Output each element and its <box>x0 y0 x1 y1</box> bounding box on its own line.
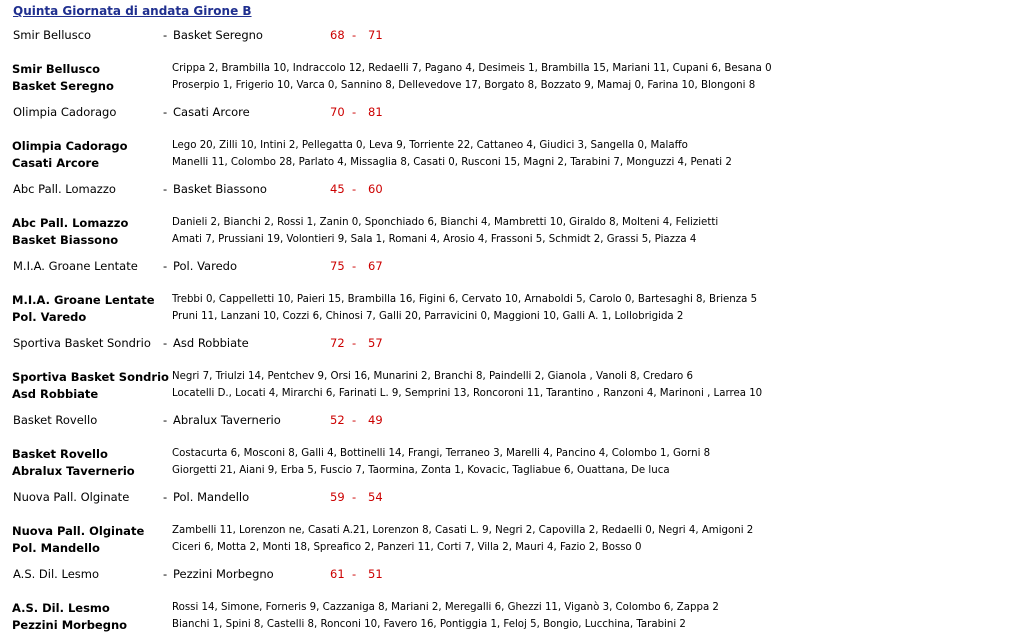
home-team-name: A.S. Dil. Lesmo <box>12 601 110 615</box>
home-team: Sportiva Basket Sondrio <box>13 336 151 350</box>
match-row <box>0 336 1014 352</box>
vs-separator: - <box>163 490 168 504</box>
home-scorers-row <box>0 293 1014 309</box>
score-separator: - <box>352 259 357 273</box>
home-team: Nuova Pall. Olginate <box>13 490 130 504</box>
away-team: Pol. Mandello <box>173 490 250 504</box>
home-score: 59 <box>330 490 345 504</box>
match-row <box>0 567 1014 583</box>
vs-separator: - <box>163 105 168 119</box>
home-scorers: Negri 7, Triulzi 14, Pentchev 9, Orsi 16, Munarini 2, Branchi 8, Paindelli 2, Gianola , Vanoli 8, Credaro 6 <box>172 371 693 382</box>
away-team: Pezzini Morbegno <box>173 567 274 581</box>
match-row <box>0 413 1014 429</box>
away-team-name: Basket Biassono <box>12 233 119 247</box>
score-separator: - <box>352 105 357 119</box>
home-scorers-row <box>0 62 1014 78</box>
home-team: A.S. Dil. Lesmo <box>13 567 99 581</box>
score-separator: - <box>352 336 357 350</box>
away-scorers: Giorgetti 21, Aiani 9, Erba 5, Fuscio 7, Taormina, Zonta 1, Kovacic, Tagliabue 6, Ouattana, De luca <box>172 465 670 476</box>
vs-separator: - <box>163 259 168 273</box>
home-scorers: Rossi 14, Simone, Forneris 9, Cazzaniga 8, Mariani 2, Meregalli 6, Ghezzi 11, Viganò 3, Colombo 6, Zappa 2 <box>172 602 719 613</box>
away-team: Basket Biassono <box>173 182 267 196</box>
away-team: Casati Arcore <box>173 105 250 119</box>
home-score: 75 <box>330 259 345 273</box>
home-team-name: Nuova Pall. Olginate <box>12 524 145 538</box>
home-team-name: Olimpia Cadorago <box>12 139 128 153</box>
away-score: 60 <box>368 182 383 196</box>
away-scorers-row <box>0 387 1014 403</box>
away-team-name: Casati Arcore <box>12 156 100 170</box>
match-row <box>0 182 1014 198</box>
home-score: 72 <box>330 336 345 350</box>
away-score: 49 <box>368 413 383 427</box>
home-team: Smir Bellusco <box>13 28 92 42</box>
home-team-name: Abc Pall. Lomazzo <box>12 216 129 230</box>
home-team-name: Basket Rovello <box>12 447 108 461</box>
away-score: 54 <box>368 490 383 504</box>
home-scorers-row <box>0 216 1014 232</box>
home-scorers-row <box>0 524 1014 540</box>
away-score: 57 <box>368 336 383 350</box>
home-team: Abc Pall. Lomazzo <box>13 182 116 196</box>
vs-separator: - <box>163 182 168 196</box>
away-scorers-row <box>0 541 1014 557</box>
score-separator: - <box>352 567 357 581</box>
home-team: Olimpia Cadorago <box>13 105 117 119</box>
away-scorers-row <box>0 233 1014 249</box>
match-row <box>0 28 1014 44</box>
vs-separator: - <box>163 336 168 350</box>
away-scorers-row <box>0 79 1014 95</box>
home-scorers: Zambelli 11, Lorenzon ne, Casati A.21, Lorenzon 8, Casati L. 9, Negri 2, Capovilla 2, Redaelli 0, Negri 4, Amigoni 2 <box>172 525 754 536</box>
home-scorers: Danieli 2, Bianchi 2, Rossi 1, Zanin 0, Sponchiado 6, Bianchi 4, Mambretti 10, Giraldo 8, Molteni 4, Felizietti <box>172 217 719 228</box>
vs-separator: - <box>163 413 168 427</box>
away-team: Abralux Tavernerio <box>173 413 281 427</box>
match-row <box>0 490 1014 506</box>
vs-separator: - <box>163 28 168 42</box>
away-team: Basket Seregno <box>173 28 263 42</box>
away-scorers-row <box>0 618 1014 634</box>
page-title-link[interactable]: Quinta Giornata di andata Girone B <box>13 4 252 18</box>
score-separator: - <box>352 182 357 196</box>
home-scorers: Lego 20, Zilli 10, Intini 2, Pellegatta 0, Leva 9, Torriente 22, Cattaneo 4, Giudici 3, Sangella 0, Malaffo <box>172 140 688 151</box>
away-scorers: Bianchi 1, Spini 8, Castelli 8, Ronconi 10, Favero 16, Pontiggia 1, Feloj 5, Bongio, Lucchina, Tarabini 2 <box>172 619 686 630</box>
away-team: Pol. Varedo <box>173 259 237 273</box>
away-scorers-row <box>0 156 1014 172</box>
home-scorers: Crippa 2, Brambilla 10, Indraccolo 12, Redaelli 7, Pagano 4, Desimeis 1, Brambilla 15, Mariani 11, Cupani 6, Besana 0 <box>172 63 772 74</box>
home-score: 68 <box>330 28 345 42</box>
match-row <box>0 259 1014 275</box>
home-team: Basket Rovello <box>13 413 98 427</box>
home-scorers: Trebbi 0, Cappelletti 10, Paieri 15, Brambilla 16, Figini 6, Cervato 10, Arnaboldi 5, Carolo 0, Bartesaghi 8, Brienza 5 <box>172 294 758 305</box>
away-score: 51 <box>368 567 383 581</box>
away-team-name: Asd Robbiate <box>12 387 99 401</box>
score-separator: - <box>352 28 357 42</box>
away-scorers: Proserpio 1, Frigerio 10, Varca 0, Sannino 8, Dellevedove 17, Borgato 8, Bozzato 9, Mamaj 0, Farina 10, Blongoni 8 <box>172 80 756 91</box>
away-score: 67 <box>368 259 383 273</box>
away-team-name: Pezzini Morbegno <box>12 618 128 632</box>
away-score: 71 <box>368 28 383 42</box>
home-scorers: Costacurta 6, Mosconi 8, Galli 4, Bottinelli 14, Frangi, Terraneo 3, Marelli 4, Pancino 4, Colombo 1, Gorni 8 <box>172 448 711 459</box>
home-team-name: M.I.A. Groane Lentate <box>12 293 155 307</box>
away-scorers-row <box>0 310 1014 326</box>
home-score: 52 <box>330 413 345 427</box>
home-scorers-row <box>0 447 1014 463</box>
home-score: 70 <box>330 105 345 119</box>
home-team-name: Smir Bellusco <box>12 62 101 76</box>
away-scorers: Ciceri 6, Motta 2, Monti 18, Spreafico 2, Panzeri 11, Corti 7, Villa 2, Mauri 4, Fazio 2, Bosso 0 <box>172 542 642 553</box>
home-team-name: Sportiva Basket Sondrio <box>12 370 169 384</box>
score-separator: - <box>352 490 357 504</box>
home-score: 61 <box>330 567 345 581</box>
home-team: M.I.A. Groane Lentate <box>13 259 138 273</box>
away-scorers: Amati 7, Prussiani 19, Volontieri 9, Sala 1, Romani 4, Arosio 4, Frassoni 5, Schmidt 2, Grassi 5, Piazza 4 <box>172 234 697 245</box>
away-team-name: Pol. Mandello <box>12 541 100 555</box>
away-team-name: Abralux Tavernerio <box>12 464 135 478</box>
away-team: Asd Robbiate <box>173 336 249 350</box>
home-score: 45 <box>330 182 345 196</box>
home-scorers-row <box>0 601 1014 617</box>
away-scorers: Manelli 11, Colombo 28, Parlato 4, Missaglia 8, Casati 0, Rusconi 15, Magni 2, Tarabini 7, Monguzzi 4, Penati 2 <box>172 157 732 168</box>
vs-separator: - <box>163 567 168 581</box>
home-scorers-row <box>0 139 1014 155</box>
score-separator: - <box>352 413 357 427</box>
away-team-name: Pol. Varedo <box>12 310 87 324</box>
away-scorers-row <box>0 464 1014 480</box>
match-row <box>0 105 1014 121</box>
home-scorers-row <box>0 370 1014 386</box>
away-scorers: Locatelli D., Locati 4, Mirarchi 6, Farinati L. 9, Semprini 13, Roncoroni 11, Tarantino , Ranzoni 4, Marinoni , Larrea 10 <box>172 388 763 399</box>
away-score: 81 <box>368 105 383 119</box>
away-scorers: Pruni 11, Lanzani 10, Cozzi 6, Chinosi 7, Galli 20, Parravicini 0, Maggioni 10, Galli A. 1, Lollobrigida 2 <box>172 311 684 322</box>
away-team-name: Basket Seregno <box>12 79 114 93</box>
